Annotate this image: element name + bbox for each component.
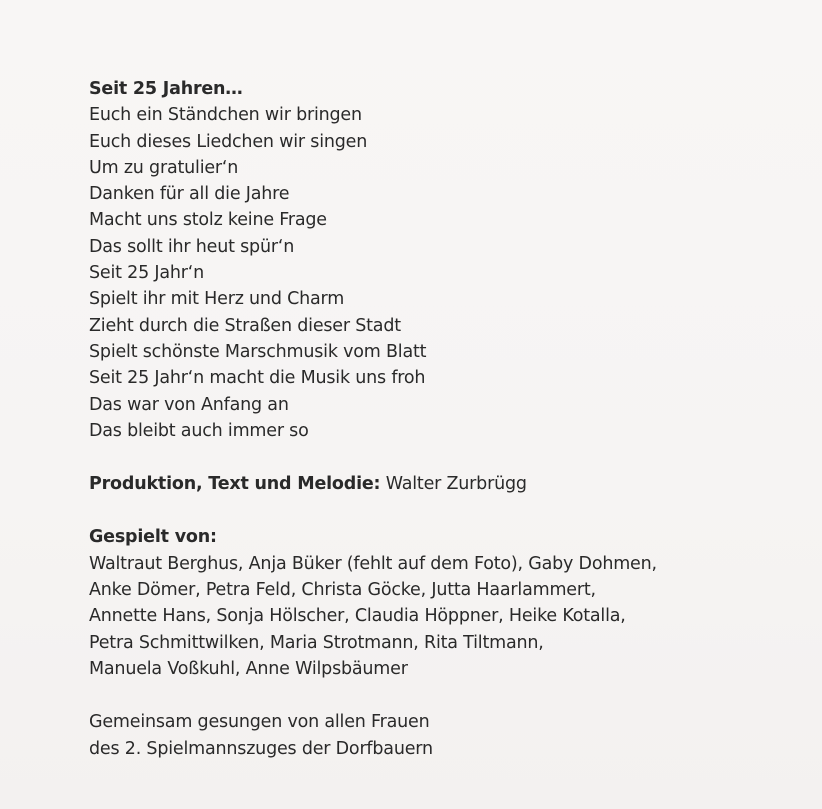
lyric-line: Macht uns stolz keine Frage (89, 210, 327, 231)
lyric-line: Spielt ihr mit Herz und Charm (89, 289, 345, 310)
players-line: Anke Dömer, Petra Feld, Christa Göcke, Jutta Haarlammert, (89, 580, 596, 601)
players-list (89, 551, 789, 682)
lyric-line: Das war von Anfang an (89, 394, 289, 415)
closing-line: Gemeinsam gesungen von allen Frauen (89, 712, 430, 733)
lyric-line: Spielt schönste Marschmusik vom Blatt (89, 341, 427, 362)
production-label: Produktion, Text und Melodie: (89, 474, 381, 495)
closing-note (89, 709, 789, 762)
lyrics-block (89, 102, 789, 444)
production-credit (89, 471, 789, 497)
players-line: Annette Hans, Sonja Hölscher, Claudia Höppner, Heike Kotalla, (89, 606, 626, 627)
lyric-line: Seit 25 Jahr‘n (89, 263, 205, 284)
closing-line: des 2. Spielmannszuges der Dorfbauern (89, 738, 433, 759)
players-line: Petra Schmittwilken, Maria Strotmann, Rita Tiltmann, (89, 632, 544, 653)
lyric-line: Euch ein Ständchen wir bringen (89, 105, 362, 126)
page-content (89, 76, 789, 762)
lyric-line: Euch dieses Liedchen wir singen (89, 131, 368, 152)
players-line: Waltraut Berghus, Anja Büker (fehlt auf dem Foto), Gaby Dohmen, (89, 553, 657, 574)
lyric-line: Danken für all die Jahre (89, 184, 290, 205)
players-heading: Gespielt von: (89, 527, 217, 548)
lyric-line: Um zu gratulier‘n (89, 157, 239, 178)
lyric-line: Das bleibt auch immer so (89, 420, 309, 441)
lyric-line: Seit 25 Jahr‘n macht die Musik uns froh (89, 368, 426, 389)
players-line: Manuela Voßkuhl, Anne Wilpsbäumer (89, 658, 408, 679)
lyric-line: Das sollt ihr heut spür‘n (89, 236, 295, 257)
lyric-line: Zieht durch die Straßen dieser Stadt (89, 315, 401, 336)
song-title: Seit 25 Jahren… (89, 79, 243, 99)
production-value: Walter Zurbrügg (385, 474, 527, 495)
